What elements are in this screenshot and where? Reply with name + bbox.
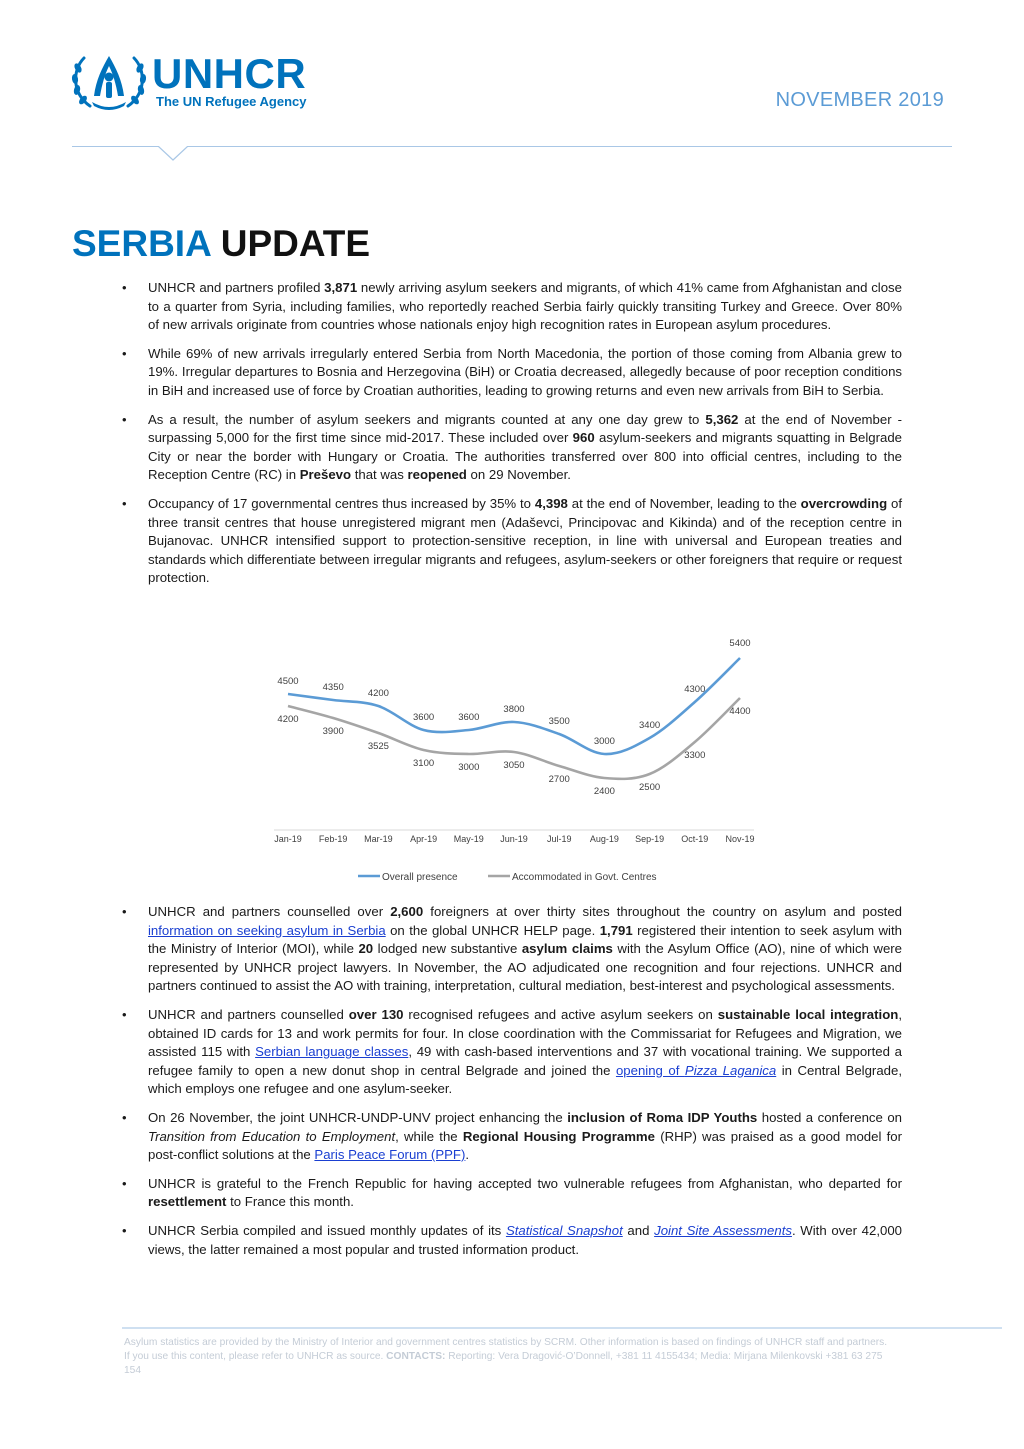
data-label: 3525	[367, 741, 389, 752]
text-run: newly arriving asylum seekers and migrants, of which 41% came from Afghanistan and close to a quarter from Syria, including families, who reportedly reached Serbia fairly quickly transiting Turkey and Greece. Over 80% of new arrivals originate from countries whose nationals enjoy high recognition rates in European asylum procedures.	[148, 280, 902, 333]
report-date: NOVEMBER 2019	[775, 89, 944, 111]
text-run: , obtained ID cards for 13 and work permits for four. In close coordination with the Commissariat for Refugees and Migration, we assisted 115 with	[148, 1006, 902, 1060]
bold-text: sustainable local integration	[717, 1006, 899, 1022]
bullet-item	[120, 495, 902, 588]
x-tick-label: Apr-19	[410, 834, 438, 844]
text-run: on the global UNHCR HELP page.	[385, 922, 600, 938]
text-run: UNHCR and partners counselled	[148, 1006, 349, 1022]
x-tick-label: Aug-19	[589, 834, 619, 844]
data-label: 3500	[548, 716, 570, 727]
title-country: SERBIA	[72, 223, 211, 264]
bullet-item	[120, 1175, 902, 1212]
text-run: with the Asylum Office (AO), nine of which were represented by UNHCR project lawyers. In November, the AO adjudicated one recognition and four rejections. UNHCR and partners continued to assist the AO with training, interpretation, cultural mediation, best-interest and psychological assessments.	[148, 941, 903, 994]
bold-text: 20	[358, 941, 374, 957]
footer-text-2: Reporting: Vera Dragović-O’Donnell, +381 11 4155434; Media: Mirjana Milenkovski +381 63 275 154	[124, 1351, 883, 1376]
legend-label: Accommodated in Govt. Centres	[512, 872, 657, 883]
bold-text: Preševo	[299, 467, 352, 483]
x-tick-label: Mar-19	[364, 834, 393, 844]
x-tick-label: Feb-19	[318, 834, 348, 844]
footer-contacts-label: CONTACTS:	[386, 1351, 446, 1362]
bullet-item	[120, 411, 902, 485]
data-label: 4300	[684, 684, 706, 695]
text-run: on 29 November.	[466, 467, 571, 483]
text-run: to France this month.	[226, 1194, 354, 1210]
inline-link[interactable]: Pizza Laganica	[684, 1062, 777, 1078]
text-run: and	[622, 1222, 655, 1238]
text-run: (RHP) was praised as a good model for post-conflict solutions at the	[148, 1128, 902, 1163]
data-label: 5400	[729, 638, 751, 649]
header-divider	[72, 146, 952, 147]
data-label: 3400	[639, 720, 661, 731]
text-run: UNHCR Serbia compiled and issued monthly updates of its	[148, 1222, 506, 1238]
footer-divider	[122, 1327, 1002, 1329]
text-run: asylum-seekers and migrants squatting in Belgrade City or near the border with Hungary or Croatia. The authorities transferred over 800 into official centres, including to the Reception Centre (RC) in	[148, 430, 902, 483]
text-run: at the end of November, leading to the	[567, 495, 801, 511]
data-label: 2700	[548, 774, 570, 785]
title-word: UPDATE	[220, 223, 371, 264]
text-run: of three transit centres that house unregistered migrant men (Adaševci, Principovac and Kikinda) and of the reception centre in Bujanovac. UNHCR intensified support to protection-sensitive reception, in line with universal and European treaties and standards which differentiate between irregular migrants and refugees, asylum-seekers or other foreigners that require or request protection.	[148, 495, 903, 586]
inline-link[interactable]: information on seeking asylum in Serbia	[148, 922, 386, 938]
data-label: 2400	[593, 786, 615, 797]
data-label: 3000	[593, 736, 615, 747]
text-run: lodged new substantive	[373, 941, 522, 957]
activities-list	[120, 903, 902, 1269]
data-label: 3050	[503, 760, 525, 771]
bold-text: inclusion of Roma IDP Youths	[567, 1109, 758, 1125]
text-run: While 69% of new arrivals irregularly entered Serbia from North Macedonia, the portion of those coming from Albania grew to 19%. Irregular departures to Bosnia and Herzegovina (BiH) or Croatia decreased, allegedly because of poor reception conditions in BiH and increased use of force by Croatian authorities, leading to growing returns and even new arrivals from BiH to Serbia.	[148, 345, 902, 398]
text-run: Occupancy of 17 governmental centres thus increased by 35% to	[148, 495, 535, 511]
data-label: 3300	[684, 750, 706, 761]
x-tick-label: May-19	[453, 834, 484, 844]
data-label: 4200	[367, 688, 389, 699]
bold-text: 2,600	[390, 904, 424, 919]
bold-text: overcrowding	[800, 495, 888, 511]
bullet-item	[120, 1109, 902, 1165]
text-run: .	[465, 1147, 470, 1163]
x-tick-label: Oct-19	[681, 834, 709, 844]
data-label: 3600	[458, 712, 480, 723]
text-run: foreigners at over thirty sites throughout the country on asylum and posted	[423, 904, 902, 919]
unhcr-logo	[70, 50, 350, 112]
presence-line-chart	[258, 634, 768, 892]
data-label: 4500	[277, 676, 299, 687]
legend-label: Overall presence	[382, 872, 458, 883]
bold-text: asylum claims	[521, 941, 613, 957]
inline-link[interactable]: Paris Peace Forum (PPF)	[314, 1147, 466, 1163]
text-run: , 49 with cash-based interventions and 37 with vocational training. We supported a refugee family to open a new donut shop in central Belgrade and joined the	[148, 1044, 902, 1078]
page-title	[72, 222, 370, 266]
text-run: that was	[351, 467, 408, 483]
data-label: 4200	[277, 714, 299, 725]
bullet-item	[120, 903, 902, 996]
inline-link[interactable]: Statistical Snapshot	[505, 1222, 623, 1238]
x-tick-label: Sep-19	[635, 834, 665, 844]
text-run: in Central Belgrade, which employs one refugee and one asylum-seeker.	[148, 1062, 902, 1097]
data-label: 3800	[503, 704, 525, 715]
logo-wordmark: UNHCR	[152, 50, 307, 97]
key-points-list	[120, 279, 902, 598]
x-tick-label: Jan-19	[274, 834, 302, 844]
bold-text: over 130	[348, 1006, 404, 1022]
text-run: registered their intention to seek asylum with the Ministry of Interior (MOI), while	[148, 922, 902, 957]
text-run: hosted a conference on	[757, 1109, 902, 1125]
footer-note	[124, 1336, 894, 1378]
bold-text: 4,398	[534, 495, 568, 511]
logo-tagline: The UN Refugee Agency	[156, 94, 307, 109]
x-tick-label: Nov-19	[725, 834, 755, 844]
x-tick-label: Jun-19	[500, 834, 528, 844]
bold-text: 5,362	[705, 411, 739, 427]
bullet-item	[120, 279, 902, 335]
text-run: recognised refugees and active asylum seekers on	[403, 1006, 718, 1022]
laurel-emblem-icon	[70, 50, 148, 112]
data-label: 3600	[413, 712, 435, 723]
inline-link[interactable]: opening of	[615, 1062, 685, 1078]
bold-text: Regional Housing Programme	[462, 1128, 655, 1144]
inline-link[interactable]: Joint Site Assessments	[654, 1222, 792, 1238]
bullet-item	[120, 1222, 902, 1259]
bullet-item	[120, 1006, 902, 1099]
data-label: 2500	[639, 782, 661, 793]
text-run: UNHCR is grateful to the French Republic for having accepted two vulnerable refugees from Afghanistan, who departed for	[148, 1175, 902, 1191]
text-run: UNHCR and partners profiled	[148, 280, 325, 295]
data-label: 3100	[413, 758, 435, 769]
chevron-down-icon	[158, 146, 188, 162]
bold-text: 3,871	[324, 280, 358, 295]
text-run: at the end of November - surpassing 5,000 for the first time since mid-2017. These included over	[148, 411, 902, 446]
bold-text: reopened	[407, 467, 467, 483]
footer-text-1: Asylum statistics are provided by the Ministry of Interior and government centres statistics by SCRM. Other information is based on findings of UNHCR staff and partners. If you use this content, please refer to UNHCR as source.	[124, 1337, 888, 1362]
bold-text: 960	[572, 430, 595, 446]
data-label: 4350	[322, 682, 344, 693]
data-label: 3000	[458, 762, 480, 773]
data-label: 4400	[729, 706, 751, 717]
bold-text: 1,791	[599, 922, 633, 938]
inline-link[interactable]: Serbian language classes	[255, 1044, 409, 1060]
text-run: . With over 42,000 views, the latter remained a most popular and trusted information product.	[148, 1222, 902, 1257]
text-run: UNHCR and partners counselled over	[148, 904, 391, 919]
italic-text: Transition from Education to Employment	[148, 1128, 396, 1144]
text-run: On 26 November, the joint UNHCR-UNDP-UNV project enhancing the	[148, 1109, 568, 1125]
text-run: , while the	[395, 1128, 463, 1144]
bullet-item	[120, 345, 902, 401]
x-tick-label: Jul-19	[546, 834, 572, 844]
bold-text: resettlement	[148, 1194, 227, 1210]
data-label: 3900	[322, 726, 344, 737]
text-run: As a result, the number of asylum seekers and migrants counted at any one day grew to	[148, 411, 706, 427]
